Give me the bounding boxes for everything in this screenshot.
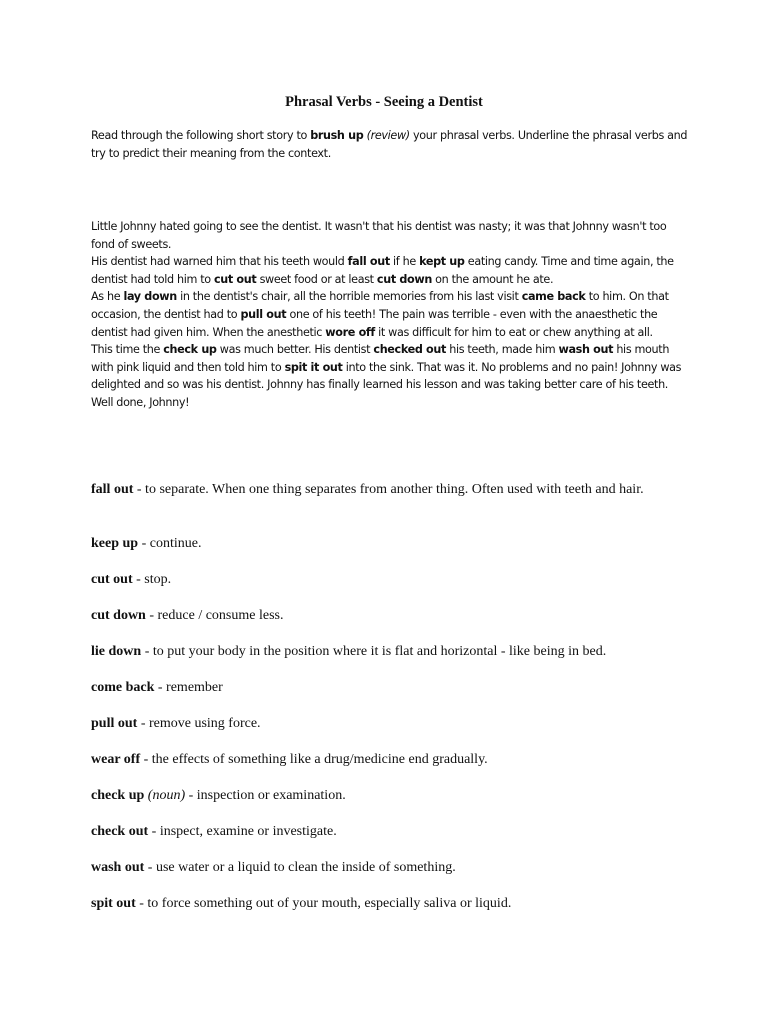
definition-text: - continue.	[138, 536, 202, 551]
definition-text: - the effects of something like a drug/medicine end gradually.	[140, 752, 488, 767]
definition-item	[91, 481, 681, 499]
definition-text: - inspection or examination.	[185, 788, 346, 803]
phrasal-verb: wash out	[558, 343, 614, 357]
phrasal-verb: came back	[521, 290, 586, 304]
phrasal-verb: kept up	[419, 255, 465, 269]
story-text-segment: in the dentist's chair, all the horrible memories from his last visit	[176, 290, 522, 304]
definition-text: - to separate. When one thing separates from another thing. Often used with teeth and hair.	[133, 482, 644, 497]
phrasal-verb: wore off	[325, 325, 375, 339]
definition-item	[91, 607, 681, 625]
story-text-segment: eating candy. Time and time again, the dentist had told him to	[91, 255, 674, 286]
phrasal-verb: cut out	[213, 272, 257, 286]
definition-term: spit out	[91, 896, 136, 911]
story-text-segment: his teeth, made him	[446, 343, 559, 357]
definition-text: - inspect, examine or investigate.	[148, 824, 337, 839]
story-text-segment: his mouth with pink liquid and then told him to	[91, 343, 670, 374]
definition-item	[91, 679, 681, 697]
definition-item	[91, 571, 681, 589]
intro-bold-phrase: brush up	[310, 129, 364, 142]
story-text-segment: Little Johnny hated going to see the dentist. It wasn't that his dentist was nasty; it was that Johnny wasn't too fond of sweets.	[91, 220, 667, 251]
definition-item	[91, 535, 681, 553]
definition-item	[91, 643, 681, 661]
story-text-segment: was much better. His dentist	[216, 343, 374, 357]
story-text-segment: This time the	[91, 343, 164, 357]
phrasal-verb: fall out	[347, 255, 390, 269]
definition-item	[91, 895, 681, 913]
definition-text: - remove using force.	[137, 716, 261, 731]
story-text-segment: if he	[389, 255, 420, 269]
intro-italic-note: (review)	[366, 129, 410, 142]
page-title: Phrasal Verbs - Seeing a Dentist	[285, 94, 483, 110]
story-text-segment: it was difficult for him to eat or chew anything at all.	[374, 325, 653, 339]
intro-text-start: Read through the following short story to	[91, 129, 311, 142]
story-text-segment: to him. On that occasion, the dentist had to	[91, 290, 669, 321]
definition-term: cut out	[91, 572, 133, 587]
story-text	[91, 218, 691, 412]
definition-item	[91, 751, 681, 769]
definition-term: check out	[91, 824, 149, 839]
definition-term: check up	[91, 788, 145, 803]
phrasal-verb: lay down	[123, 290, 177, 304]
definition-text: - to put your body in the position where it is flat and horizontal - like being in bed.	[141, 644, 607, 659]
definition-term: cut down	[91, 608, 146, 623]
story-text-segment: one of his teeth! The pain was terrible - even with the anaesthetic the dentist had given him. When the anesthetic	[91, 307, 658, 339]
definition-term: pull out	[91, 716, 138, 731]
definition-text: - to force something out of your mouth, especially saliva or liquid.	[135, 896, 512, 911]
definition-term: come back	[91, 680, 155, 695]
definition-text: - remember	[154, 680, 223, 695]
phrasal-verb: cut down	[376, 272, 432, 286]
phrasal-verb: checked out	[373, 343, 447, 357]
definition-text: - stop.	[132, 572, 172, 587]
definition-text: - reduce / consume less.	[145, 608, 284, 623]
intro-paragraph	[91, 127, 691, 163]
phrasal-verb: spit it out	[284, 360, 343, 374]
definition-item	[91, 787, 681, 805]
story-text-segment: into the sink. That was it. No problems and no pain! Johnny was delighted and so was his dentist. Johnny has finally learned his lesson and was taking better care of his teeth. Well done, Johnny!	[91, 360, 682, 409]
definition-item	[91, 715, 681, 733]
phrasal-verb: check up	[163, 343, 217, 357]
definition-item	[91, 823, 681, 841]
story-text-segment: on the amount he ate.	[431, 272, 554, 286]
story-paragraph	[91, 341, 691, 411]
definition-term: wear off	[91, 752, 141, 767]
phrasal-verb: pull out	[240, 307, 287, 321]
definition-item	[91, 859, 681, 877]
definition-term: lie down	[91, 644, 142, 659]
part-of-speech: (noun)	[144, 788, 186, 803]
intro-text-end: your phrasal verbs. Underline the phrasal verbs and try to predict their meaning from the context.	[91, 129, 688, 160]
story-paragraph	[91, 253, 691, 288]
definition-term: keep up	[91, 536, 139, 551]
story-paragraph	[91, 218, 691, 253]
story-text-segment: As he	[91, 290, 124, 304]
definition-term: fall out	[91, 482, 134, 497]
story-paragraph	[91, 288, 691, 341]
definition-text: - use water or a liquid to clean the inside of something.	[144, 860, 456, 875]
definition-term: wash out	[91, 860, 145, 875]
story-text-segment: His dentist had warned him that his teeth would	[91, 255, 348, 269]
story-text-segment: sweet food or at least	[256, 272, 377, 286]
